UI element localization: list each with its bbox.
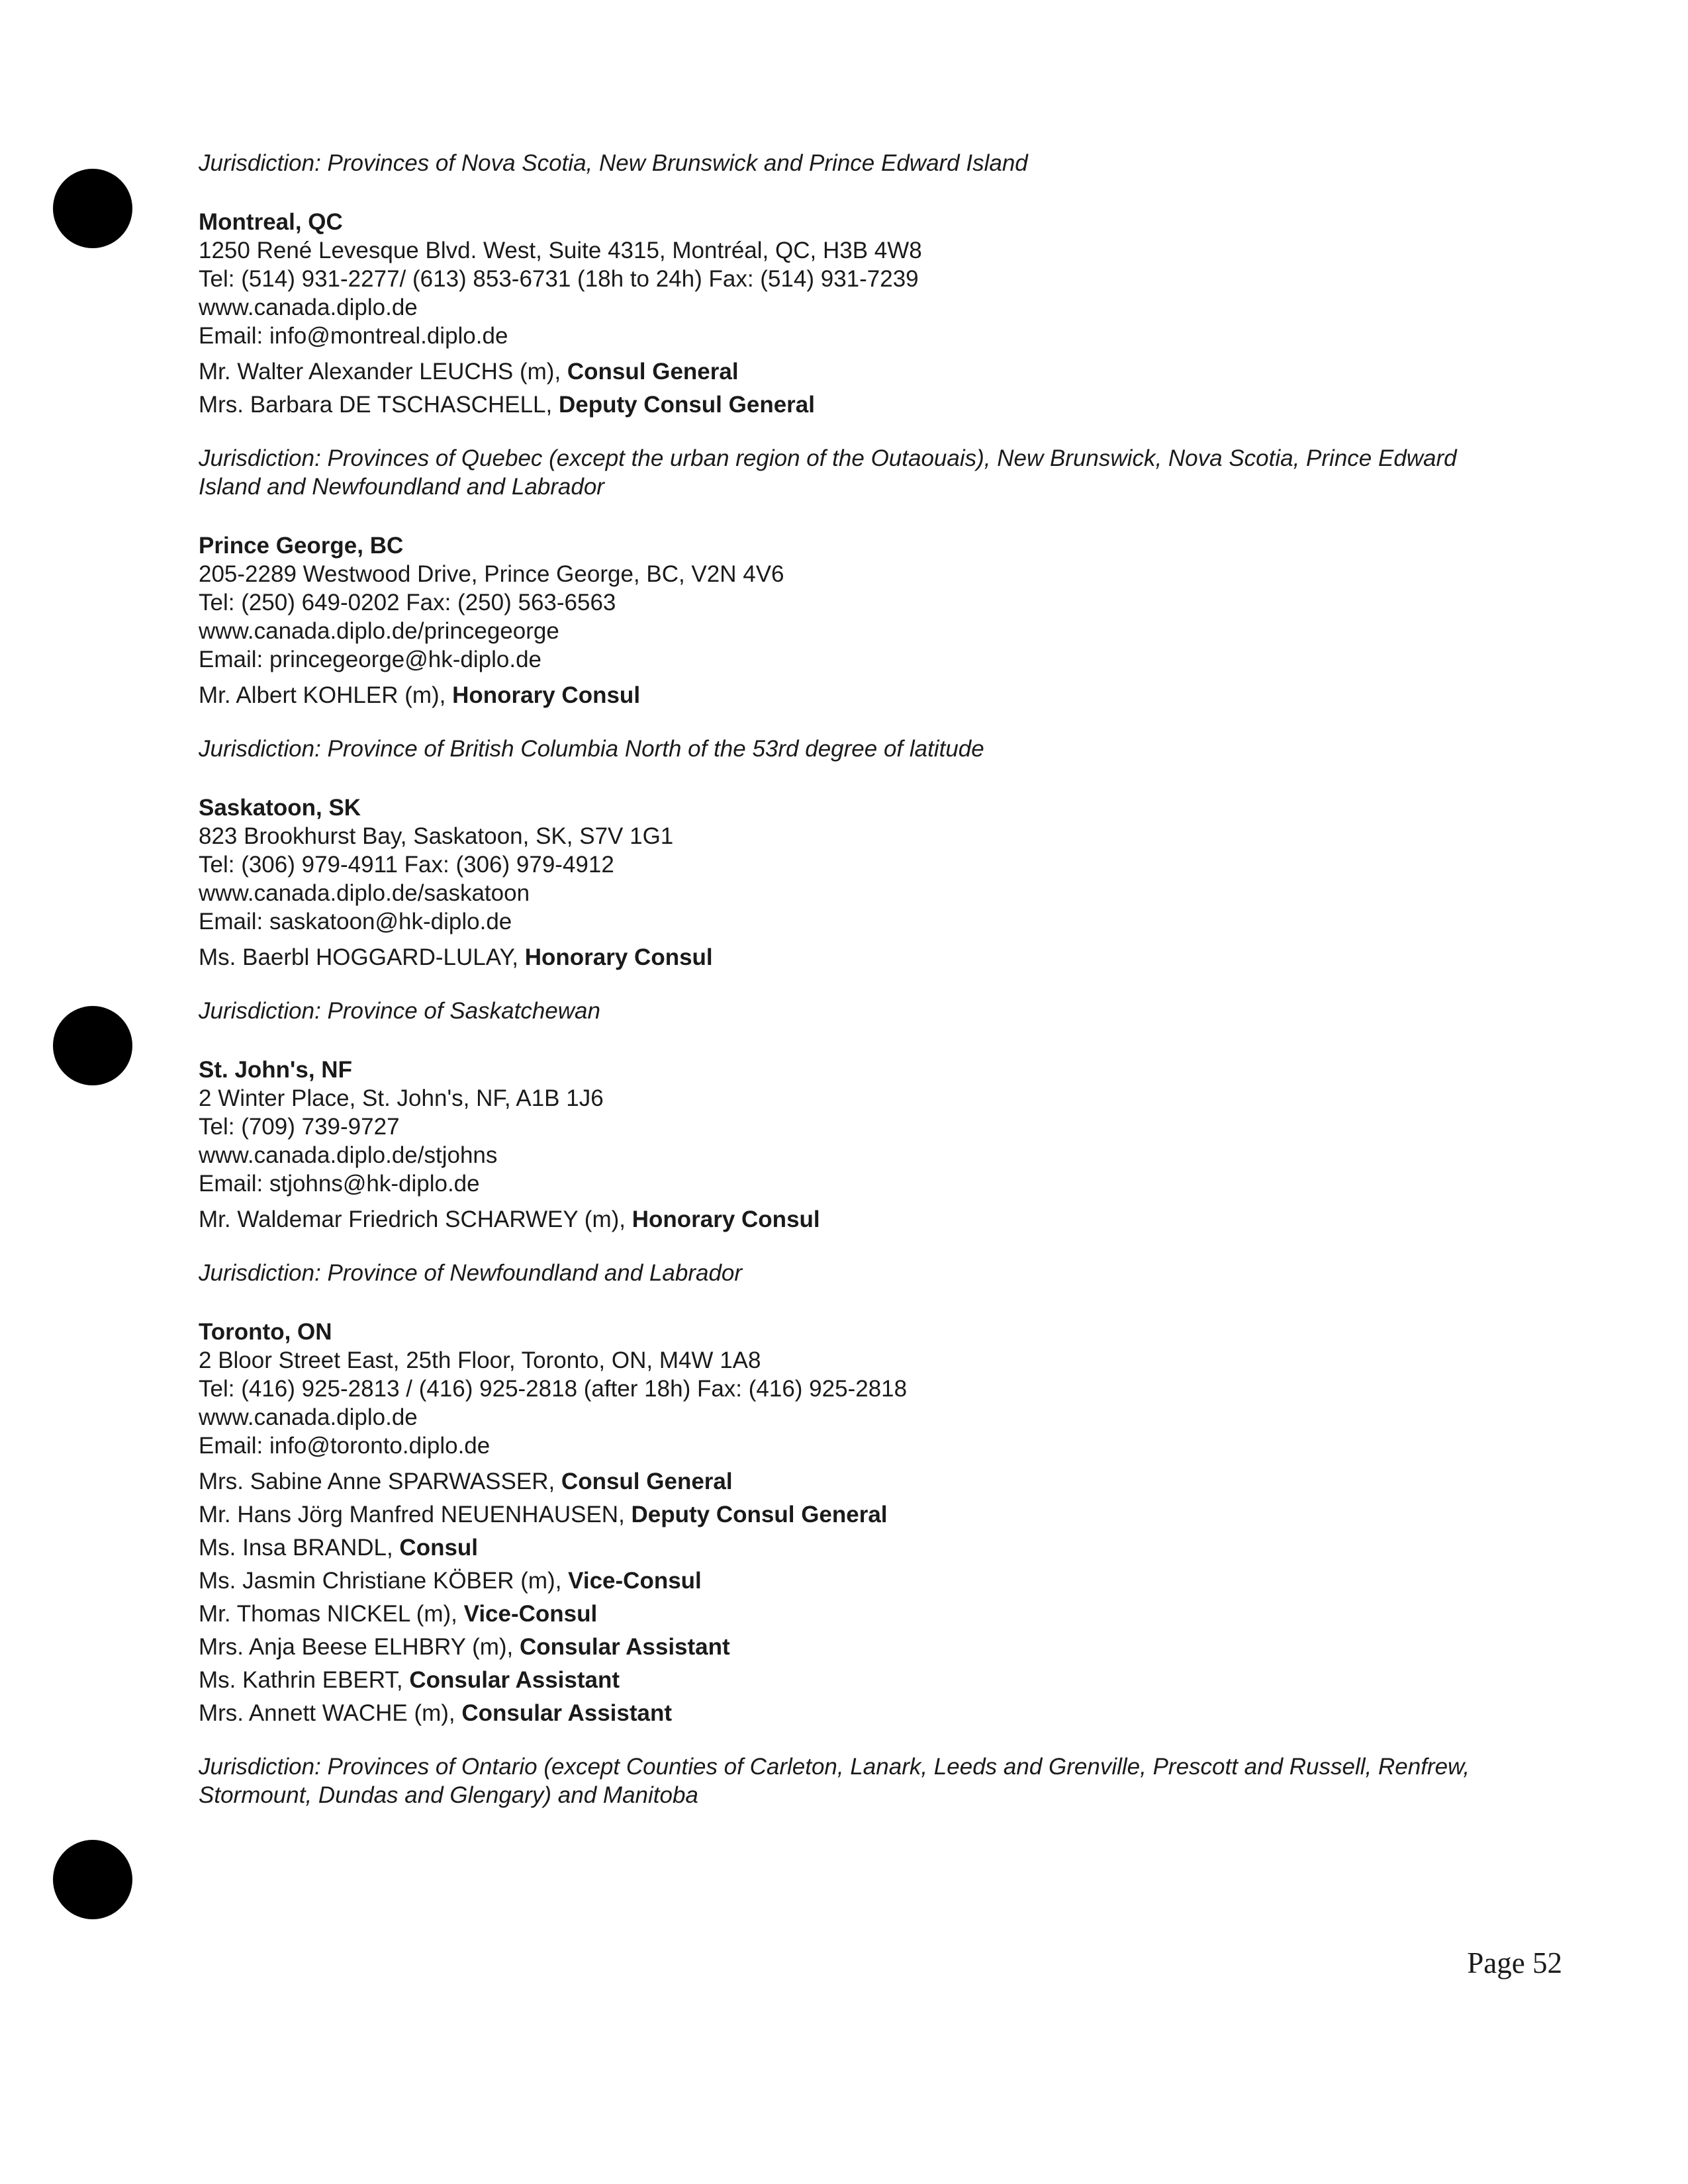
- staff-item: [199, 1500, 1489, 1529]
- address-block: [199, 236, 1489, 350]
- document-body: [199, 149, 1489, 1809]
- address-line: 2 Winter Place, St. John's, NF, A1B 1J6: [199, 1085, 604, 1111]
- staff-item: [199, 1600, 1489, 1628]
- jurisdiction-text: Jurisdiction: Province of Newfoundland and Labrador: [199, 1260, 743, 1286]
- staff-item: [199, 1467, 1489, 1496]
- staff-name: Mr. Albert KOHLER (m),: [199, 682, 453, 708]
- email-line: Email: stjohns@hk-diplo.de: [199, 1171, 480, 1197]
- city-heading: Saskatoon, SK: [199, 795, 361, 821]
- staff-title: Vice-Consul: [568, 1568, 702, 1594]
- staff-name: Mr. Thomas NICKEL (m),: [199, 1601, 464, 1627]
- staff-name: Ms. Kathrin EBERT,: [199, 1667, 410, 1693]
- staff-list: [199, 681, 1489, 709]
- staff-title: Consular Assistant: [409, 1667, 620, 1693]
- staff-name: Ms. Insa BRANDL,: [199, 1535, 400, 1561]
- staff-title: Consular Assistant: [520, 1634, 730, 1660]
- address-block: [199, 822, 1489, 936]
- staff-name: Mr. Waldemar Friedrich SCHARWEY (m),: [199, 1206, 632, 1232]
- consulate-entry-saskatoon: [199, 794, 1489, 1025]
- punch-hole-middle: [53, 1006, 132, 1085]
- website-line: www.canada.diplo.de/saskatoon: [199, 880, 530, 906]
- jurisdiction-text: Jurisdiction: Provinces of Ontario (except Counties of Carleton, Lanark, Leeds and Grenville, Prescott and Russell, Renfrew, Stormount, Dundas and Glengary) and Manitoba: [199, 1754, 1470, 1808]
- staff-item: [199, 1205, 1489, 1234]
- website-line: www.canada.diplo.de/princegeorge: [199, 618, 559, 644]
- email-line: Email: princegeorge@hk-diplo.de: [199, 647, 542, 672]
- address-line: 205-2289 Westwood Drive, Prince George, BC, V2N 4V6: [199, 561, 784, 587]
- website-line: www.canada.diplo.de/stjohns: [199, 1142, 498, 1168]
- punch-hole-bottom: [53, 1840, 132, 1919]
- staff-list: [199, 1467, 1489, 1727]
- staff-name: Mr. Walter Alexander LEUCHS (m),: [199, 359, 567, 385]
- phone-line: Tel: (416) 925-2813 / (416) 925-2818 (after 18h) Fax: (416) 925-2818: [199, 1376, 908, 1402]
- staff-list: [199, 357, 1489, 419]
- staff-name: Mr. Hans Jörg Manfred NEUENHAUSEN,: [199, 1502, 632, 1527]
- staff-list: [199, 943, 1489, 972]
- staff-name: Ms. Jasmin Christiane KÖBER (m),: [199, 1568, 569, 1594]
- staff-item: [199, 1699, 1489, 1727]
- staff-title: Deputy Consul General: [631, 1502, 888, 1527]
- address-block: [199, 1084, 1489, 1198]
- consulate-entry-toronto: [199, 1318, 1489, 1809]
- staff-title: Consul General: [561, 1469, 733, 1494]
- staff-title: Honorary Consul: [524, 944, 713, 970]
- consulate-entry-st-johns: [199, 1056, 1489, 1287]
- phone-line: Tel: (514) 931-2277/ (613) 853-6731 (18h to 24h) Fax: (514) 931-7239: [199, 266, 919, 292]
- staff-item: [199, 943, 1489, 972]
- address-line: 2 Bloor Street East, 25th Floor, Toronto, ON, M4W 1A8: [199, 1347, 761, 1373]
- staff-item: [199, 681, 1489, 709]
- city-heading: Toronto, ON: [199, 1319, 332, 1345]
- punch-hole-top: [53, 169, 132, 248]
- city-heading: St. John's, NF: [199, 1057, 352, 1083]
- staff-title: Honorary Consul: [452, 682, 641, 708]
- staff-name: Mrs. Sabine Anne SPARWASSER,: [199, 1469, 561, 1494]
- address-block: [199, 1346, 1489, 1460]
- staff-item: [199, 390, 1489, 419]
- jurisdiction-text: Jurisdiction: Provinces of Nova Scotia, New Brunswick and Prince Edward Island: [199, 150, 1028, 176]
- jurisdiction-text: Jurisdiction: Province of British Columbia North of the 53rd degree of latitude: [199, 736, 984, 762]
- staff-title: Honorary Consul: [632, 1206, 820, 1232]
- page-number: Page 52: [1467, 1946, 1562, 1979]
- staff-name: Ms. Baerbl HOGGARD-LULAY,: [199, 944, 525, 970]
- city-heading: Prince George, BC: [199, 533, 404, 559]
- staff-name: Mrs. Annett WACHE (m),: [199, 1700, 462, 1726]
- email-line: Email: saskatoon@hk-diplo.de: [199, 909, 512, 934]
- staff-item: [199, 1567, 1489, 1595]
- staff-title: Consular Assistant: [461, 1700, 673, 1726]
- staff-item: [199, 1533, 1489, 1562]
- staff-item: [199, 357, 1489, 386]
- email-line: Email: info@montreal.diplo.de: [199, 323, 508, 349]
- jurisdiction-text: Jurisdiction: Province of Saskatchewan: [199, 998, 600, 1024]
- staff-title: Consul: [399, 1535, 479, 1561]
- address-block: [199, 560, 1489, 674]
- website-line: www.canada.diplo.de: [199, 1404, 418, 1430]
- staff-name: Mrs. Anja Beese ELHBRY (m),: [199, 1634, 520, 1660]
- email-line: Email: info@toronto.diplo.de: [199, 1433, 491, 1459]
- staff-item: [199, 1633, 1489, 1661]
- website-line: www.canada.diplo.de: [199, 295, 418, 320]
- phone-line: Tel: (306) 979-4911 Fax: (306) 979-4912: [199, 852, 614, 878]
- staff-title: Vice-Consul: [463, 1601, 598, 1627]
- staff-title: Consul General: [567, 359, 739, 385]
- address-line: 823 Brookhurst Bay, Saskatoon, SK, S7V 1G1: [199, 823, 674, 849]
- phone-line: Tel: (250) 649-0202 Fax: (250) 563-6563: [199, 590, 616, 615]
- staff-name: Mrs. Barbara DE TSCHASCHELL,: [199, 392, 559, 418]
- staff-item: [199, 1666, 1489, 1694]
- address-line: 1250 René Levesque Blvd. West, Suite 4315, Montréal, QC, H3B 4W8: [199, 238, 922, 263]
- city-heading: Montreal, QC: [199, 209, 343, 235]
- staff-title: Deputy Consul General: [558, 392, 815, 418]
- staff-list: [199, 1205, 1489, 1234]
- phone-line: Tel: (709) 739-9727: [199, 1114, 400, 1140]
- consulate-entry-montreal: [199, 208, 1489, 501]
- jurisdiction-text: Jurisdiction: Provinces of Quebec (except the urban region of the Outaouais), New Brunswick, Nova Scotia, Prince Edward Island and Newfoundland and Labrador: [199, 445, 1457, 500]
- consulate-entry-prince-george: [199, 531, 1489, 763]
